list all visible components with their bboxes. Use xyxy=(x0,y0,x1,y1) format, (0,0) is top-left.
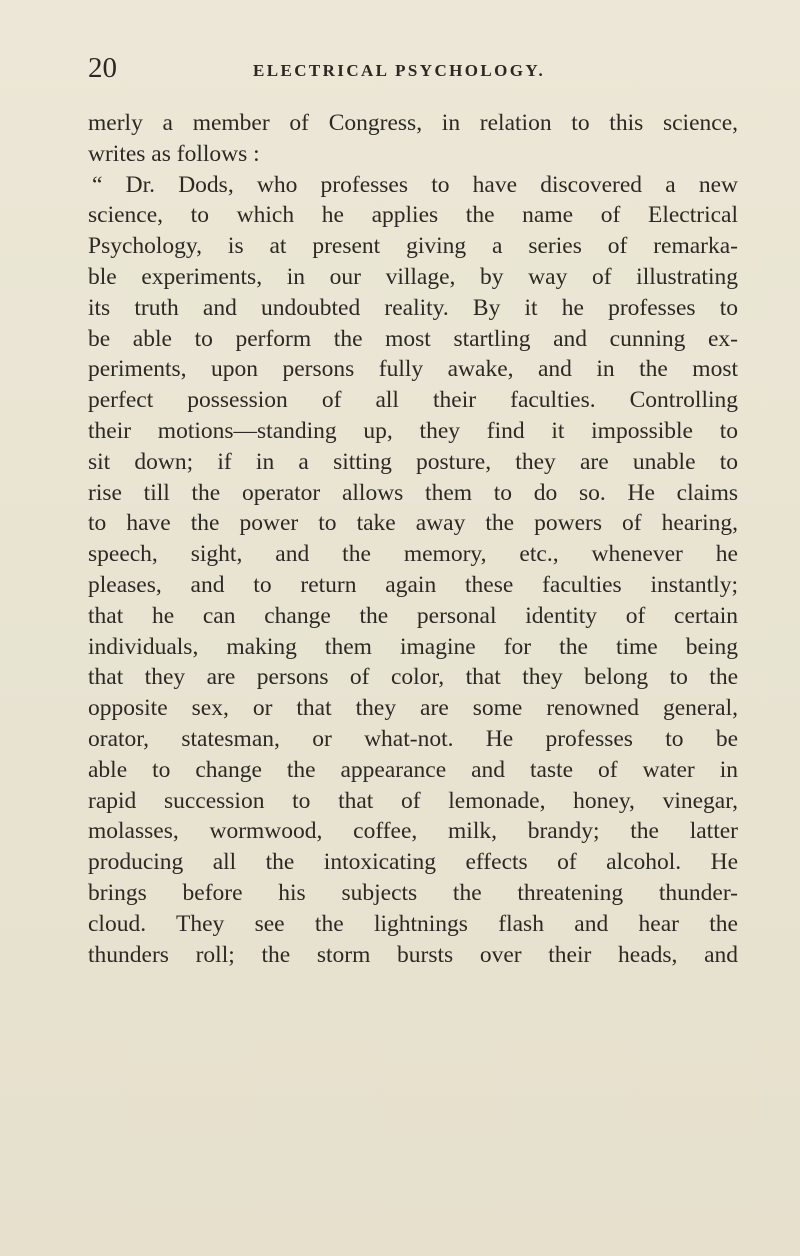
text-line: be able to perform the most startling and cunning ex- xyxy=(88,325,738,352)
page-number: 20 xyxy=(88,52,117,84)
text-line: science, to which he applies the name of Electrical xyxy=(88,202,738,229)
text-line: individuals, making them imagine for the time being xyxy=(88,633,738,660)
text-line: ble experiments, in our village, by way of illustrating xyxy=(88,263,738,290)
text-line: perfect possession of all their faculties. Controlling xyxy=(88,387,738,414)
text-line: merly a member of Congress, in relation to this science, xyxy=(88,110,738,136)
text-line: thunders roll; the storm bursts over their heads, and xyxy=(88,941,738,968)
text-line: speech, sight, and the memory, etc., whenever he xyxy=(88,541,738,568)
text-line: to have the power to take away the powers of hearing, xyxy=(88,510,738,537)
text-line: cloud. They see the lightnings flash and hear the xyxy=(88,910,738,937)
text-line: that he can change the personal identity of certain xyxy=(88,602,738,629)
text-line: writes as follows : xyxy=(88,140,260,167)
body-text xyxy=(88,108,738,970)
text-line: able to change the appearance and taste of water in xyxy=(88,756,738,783)
text-line: that they are persons of color, that they belong to the xyxy=(88,664,738,691)
page-header xyxy=(88,52,728,92)
text-line: pleases, and to return again these faculties instantly; xyxy=(88,571,738,598)
text-line: its truth and undoubted reality. By it he professes to xyxy=(88,294,738,321)
text-line: opposite sex, or that they are some renowned general, xyxy=(88,695,738,722)
text-line: molasses, wormwood, coffee, milk, brandy; the latter xyxy=(88,818,738,845)
text-line: rise till the operator allows them to do so. He claims xyxy=(88,479,738,506)
text-line: “ Dr. Dods, who professes to have discovered a new xyxy=(92,171,738,198)
text-line: producing all the intoxicating effects of alcohol. He xyxy=(88,849,738,876)
running-title: ELECTRICAL PSYCHOLOGY. xyxy=(253,61,546,80)
text-line: rapid succession to that of lemonade, honey, vinegar, xyxy=(88,787,738,814)
text-line: their motions—standing up, they find it impossible to xyxy=(88,417,738,444)
text-line: brings before his subjects the threatening thunder- xyxy=(88,879,738,906)
text-line: orator, statesman, or what-not. He professes to be xyxy=(88,725,738,752)
text-line: Psychology, is at present giving a series of remarka- xyxy=(88,233,738,260)
text-line: sit down; if in a sitting posture, they are unable to xyxy=(88,448,738,475)
text-line: periments, upon persons fully awake, and in the most xyxy=(88,356,738,383)
